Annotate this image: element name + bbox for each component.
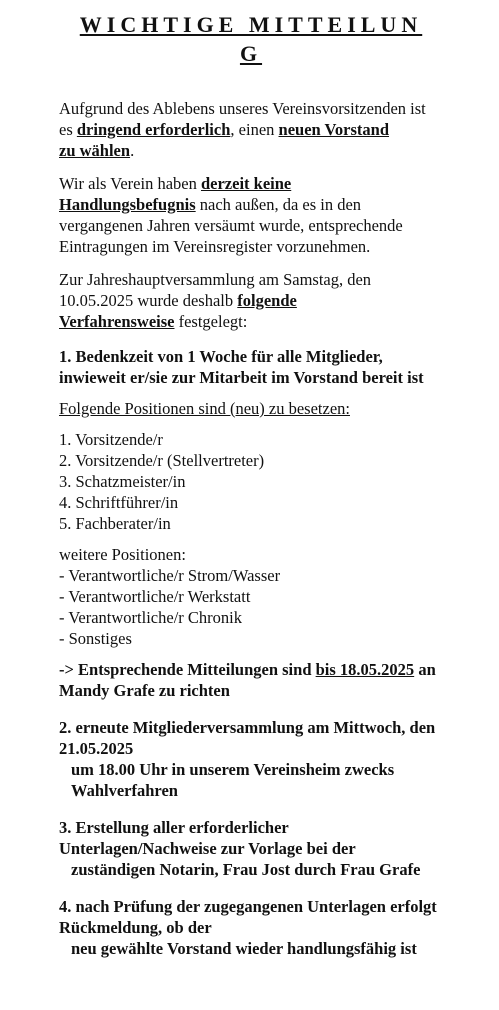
list-item: 5. Fachberater/in	[59, 514, 171, 533]
list-item: 4. Schriftführer/in	[59, 493, 179, 512]
list-item: - Verantwortliche/r Chronik	[59, 608, 242, 627]
step-2: 2. erneute Mitgliederversammlung am Mittwoch, den 21.05.2025 um 18.00 Uhr in unserem Vereinsheim zwecks Wahlverfahren	[59, 718, 436, 800]
further-positions-heading: weitere Positionen:	[59, 545, 186, 564]
list-item: 3. Schatzmeister/in	[59, 472, 186, 491]
paragraph-authority: Wir als Verein haben derzeit keine Handlungsbefugnis nach außen, da es in den vergangenen Jahren versäumt wurde, entsprechende Eintragungen im Vereinsregister vorzunehmen.	[59, 174, 403, 256]
list-item: - Verantwortliche/r Werkstatt	[59, 587, 251, 606]
page-title	[59, 10, 443, 68]
notice-document	[0, 10, 499, 1010]
step-3: 3. Erstellung aller erforderlicher Unterlagen/Nachweise zur Vorlage bei der zuständigen Notarin, Frau Jost durch Frau Grafe	[59, 818, 421, 879]
emphasis-procedure-1: folgende	[237, 291, 297, 310]
deadline-date: bis 18.05.2025	[315, 660, 415, 679]
emphasis-no-authority-2: Handlungsbefugnis	[59, 195, 196, 214]
list-item: - Verantwortliche/r Strom/Wasser	[59, 566, 281, 585]
notice-deadline: -> Entsprechende Mitteilungen sind bis 18.05.2025 an Mandy Grafe zu richten	[59, 660, 436, 700]
step-4: 4. nach Prüfung der zugegangenen Unterlagen erfolgt Rückmeldung, ob der neu gewählte Vorstand wieder handlungsfähig ist	[59, 897, 437, 958]
list-item: 2. Vorsitzende/r (Stellvertreter)	[59, 451, 265, 470]
further-positions-list	[59, 565, 443, 649]
paragraph-procedure: Zur Jahreshauptversammlung am Samstag, den 10.05.2025 wurde deshalb folgende Verfahrensweise festgelegt:	[59, 270, 372, 331]
emphasis-procedure-2: Verfahrensweise	[59, 312, 175, 331]
title-line-2: G	[239, 41, 263, 66]
emphasis-elect: zu wählen	[59, 141, 131, 160]
list-item: - Sonstiges	[59, 629, 132, 648]
emphasis-no-authority-1: derzeit keine	[200, 174, 292, 193]
step-1: 1. Bedenkzeit von 1 Woche für alle Mitglieder, inwieweit er/sie zur Mitarbeit im Vorstand bereit ist	[59, 347, 424, 387]
positions-list	[59, 429, 443, 534]
paragraph-reason: Aufgrund des Ablebens unseres Vereinsvorsitzenden ist es dringend erforderlich, einen neuen Vorstand zu wählen.	[59, 99, 426, 160]
positions-heading: Folgende Positionen sind (neu) zu besetzen:	[59, 399, 350, 418]
emphasis-new-board: neuen Vorstand	[278, 120, 390, 139]
title-line-1: WICHTIGE MITTEILUN	[79, 12, 423, 37]
list-item: 1. Vorsitzende/r	[59, 430, 163, 449]
emphasis-urgent: dringend erforderlich	[76, 120, 231, 139]
